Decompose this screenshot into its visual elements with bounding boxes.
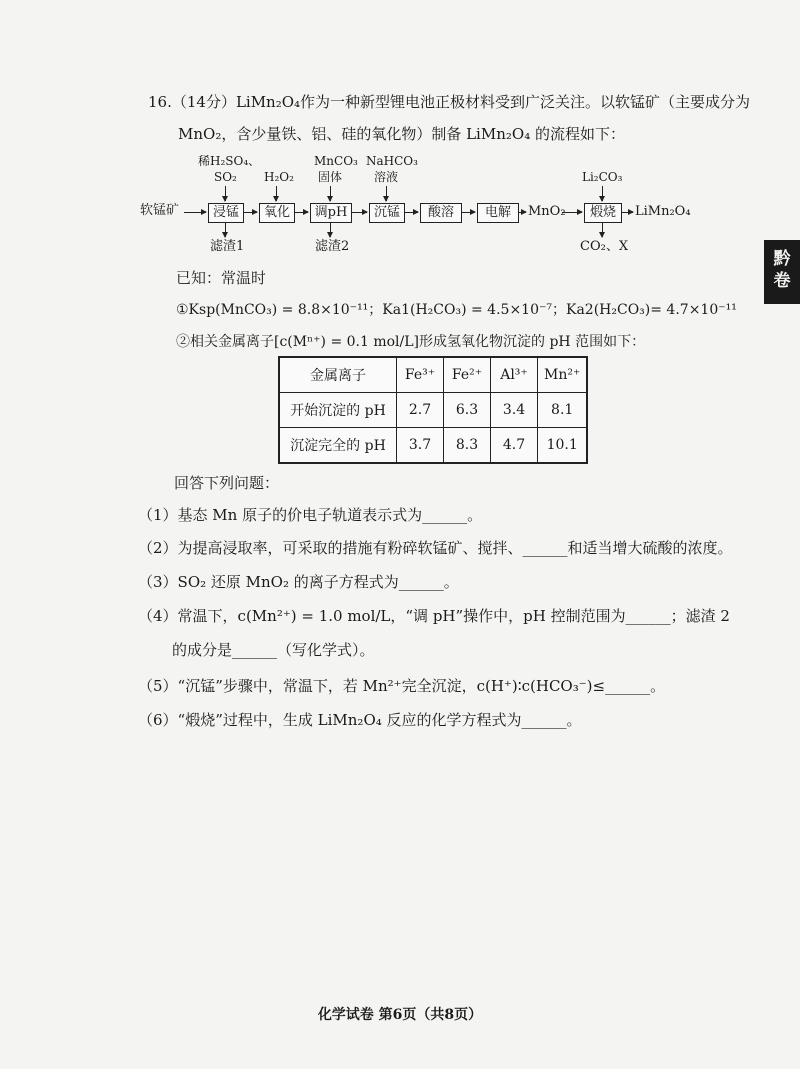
question-1: （1）基态 Mn 原子的价电子轨道表示式为______。	[138, 506, 483, 524]
table-cell: 沉淀完全的 pH	[279, 428, 397, 464]
flow-arrow-down	[602, 186, 603, 201]
question-2: （2）为提高浸取率，可采取的措施有粉碎软锰矿、搅拌、______和适当增大硫酸的浓度。	[138, 539, 733, 557]
ph-range-table	[278, 356, 588, 464]
question-6: （6）“煅烧”过程中，生成 LiMn₂O₄ 反应的化学方程式为______。	[138, 711, 582, 729]
flow-step-calcine: 煅烧	[584, 203, 622, 223]
reagent-leach-acid: 稀H₂SO₄、	[198, 154, 261, 168]
question-intro-line1: 16.（14分）LiMn₂O₄作为一种新型锂电池正极材料受到广泛关注。以软锰矿（主要成分为	[148, 93, 751, 111]
residue-1: 滤渣1	[210, 239, 245, 254]
flow-arrow-down	[386, 186, 387, 201]
answer-prompt: 回答下列问题：	[174, 474, 280, 492]
table-header-cell: 金属离子	[279, 357, 397, 393]
table-cell: 6.3	[444, 393, 491, 428]
known-item2: ②相关金属离子[c(Mⁿ⁺) = 0.1 mol/L]形成氢氧化物沉淀的 pH 范围如下：	[176, 334, 646, 350]
residue-2: 滤渣2	[315, 239, 350, 254]
page-footer: 化学试卷 第6页（共8页）	[317, 1007, 483, 1023]
flow-arrow	[184, 212, 206, 213]
flow-arrow	[243, 212, 257, 213]
table-header-cell: Fe³⁺	[397, 357, 444, 393]
question-5: （5）“沉锰”步骤中，常温下，若 Mn²⁺完全沉淀，c(H⁺)∶c(HCO₃⁻)≤______。	[138, 677, 666, 695]
table-header-row	[279, 357, 587, 393]
table-row	[279, 428, 587, 464]
table-cell: 10.1	[538, 428, 588, 464]
flow-arrow	[621, 212, 633, 213]
table-header-cell: Al³⁺	[491, 357, 538, 393]
reagent-nahco3: NaHCO₃	[366, 154, 418, 168]
reagent-solution: 溶液	[374, 170, 399, 184]
table-cell: 开始沉淀的 pH	[279, 393, 397, 428]
flow-step-electrolysis: 电解	[477, 203, 519, 223]
reagent-h2o2: H₂O₂	[264, 170, 294, 184]
question-4-line1: （4）常温下，c(Mn²⁺) = 1.0 mol/L，“调 pH”操作中，pH 控制范围为______；滤渣 2	[138, 607, 730, 625]
side-tab-char: 卷	[773, 271, 791, 291]
reagent-solid: 固体	[318, 170, 343, 184]
flow-arrow-down	[276, 186, 277, 201]
table-cell: 3.4	[491, 393, 538, 428]
table-cell: 8.3	[444, 428, 491, 464]
calcine-gas: CO₂、X	[580, 239, 629, 254]
reagent-leach-so2: SO₂	[214, 170, 237, 184]
flow-step-acid-dissolve: 酸溶	[420, 203, 462, 223]
flow-step-leach: 浸锰	[208, 203, 244, 223]
side-tab-char: 黔	[773, 249, 791, 269]
table-cell: 4.7	[491, 428, 538, 464]
flow-step-oxidize: 氧化	[259, 203, 295, 223]
flow-arrow	[351, 212, 367, 213]
process-flowchart	[140, 152, 700, 262]
flow-start-ore: 软锰矿	[140, 203, 180, 218]
flow-mid-product: MnO₂	[528, 204, 566, 219]
flow-arrow-down	[330, 223, 331, 237]
flow-arrow	[461, 212, 475, 213]
table-cell: 2.7	[397, 393, 444, 428]
reagent-li2co3: Li₂CO₃	[582, 170, 623, 184]
side-tab-label	[764, 240, 800, 304]
question-intro-line2: MnO₂，含少量铁、铝、硅的氧化物）制备 LiMn₂O₄ 的流程如下：	[178, 125, 625, 143]
table-header-cell: Fe²⁺	[444, 357, 491, 393]
flow-arrow-down	[330, 186, 331, 201]
table-header-cell: Mn²⁺	[538, 357, 588, 393]
flow-arrow-down	[602, 223, 603, 237]
flow-arrow	[518, 212, 526, 213]
flow-arrow	[294, 212, 308, 213]
table-row	[279, 393, 587, 428]
known-item1: ①Ksp(MnCO₃) = 8.8×10⁻¹¹；Ka1(H₂CO₃) = 4.5×10⁻⁷；Ka2(H₂CO₃)= 4.7×10⁻¹¹	[176, 302, 737, 318]
table-cell: 8.1	[538, 393, 588, 428]
flow-step-adjust-ph: 调pH	[310, 203, 352, 223]
reagent-mnco3: MnCO₃	[314, 154, 358, 168]
question-3: （3）SO₂ 还原 MnO₂ 的离子方程式为______。	[138, 573, 459, 591]
known-header: 已知：常温时	[176, 269, 267, 287]
question-4-line2: 的成分是______（写化学式）。	[172, 641, 375, 659]
flow-end-product: LiMn₂O₄	[635, 204, 691, 219]
flow-arrow	[562, 212, 582, 213]
flow-arrow	[404, 212, 418, 213]
flow-arrow-down	[225, 186, 226, 201]
flow-arrow-down	[225, 223, 226, 237]
table-cell: 3.7	[397, 428, 444, 464]
flow-step-precipitate: 沉锰	[369, 203, 405, 223]
